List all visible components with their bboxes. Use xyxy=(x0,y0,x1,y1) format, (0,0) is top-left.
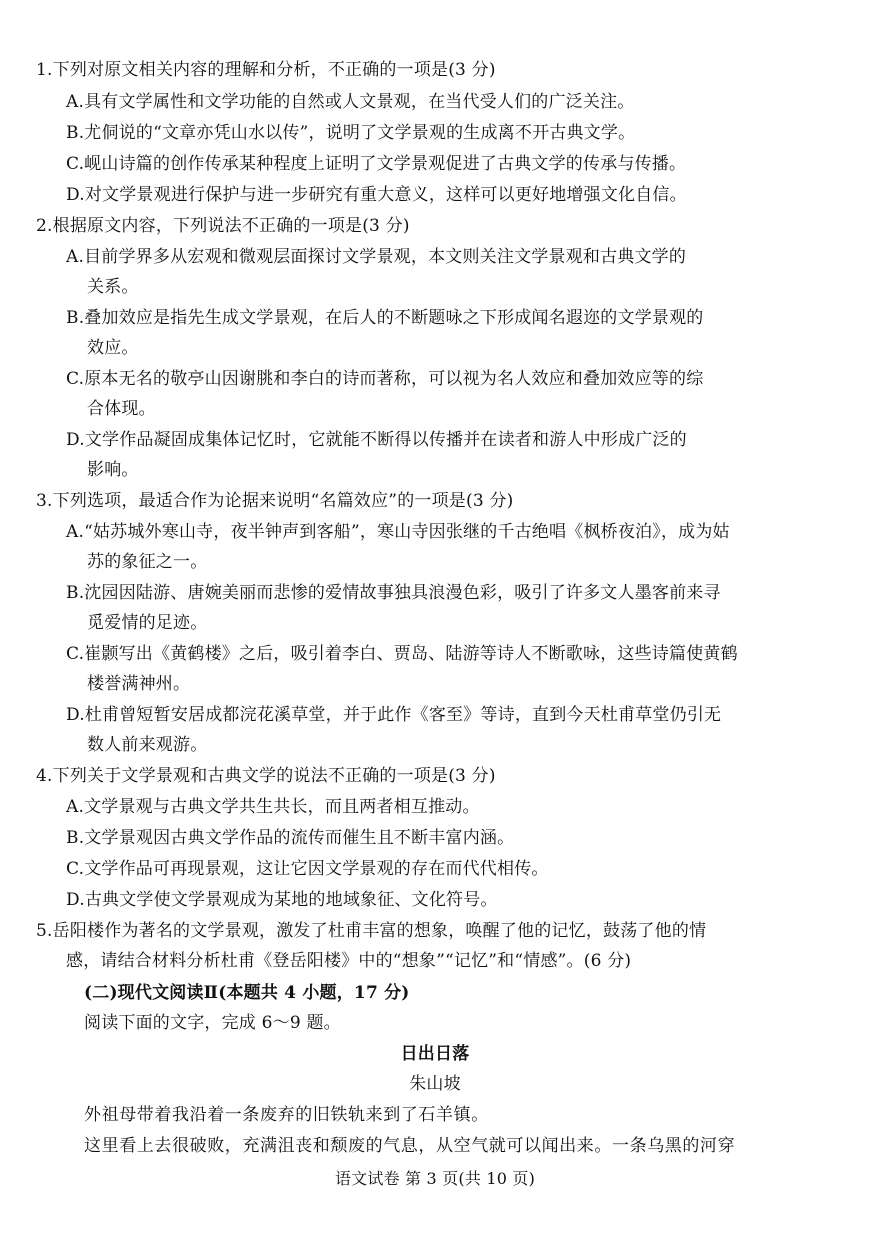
passage-line-2: 这里看上去很破败，充满沮丧和颓废的气息，从空气就可以闻出来。一条乌黑的河穿 xyxy=(84,1136,736,1156)
question-2-option-b: B.叠加效应是指先生成文学景观，在后人的不断题咏之下形成闻名遐迩的文学景观的 xyxy=(66,308,704,328)
question-2-option-d: D.文学作品凝固成集体记忆时，它就能不断得以传播并在读者和游人中形成广泛的 xyxy=(66,430,687,450)
question-3-option-b: B.沈园因陆游、唐婉美丽而悲惨的爱情故事独具浪漫色彩，吸引了许多文人墨客前来寻 xyxy=(66,583,721,603)
question-5-stem-cont: 感，请结合材料分析杜甫《登岳阳楼》中的“想象”“记忆”和“情感”。(6 分) xyxy=(66,951,632,971)
question-2-option-c: C.原本无名的敬亭山因谢朓和李白的诗而著称，可以视为名人效应和叠加效应等的综 xyxy=(66,369,704,389)
question-2-stem: 2.根据原文内容，下列说法不正确的一项是(3 分) xyxy=(36,216,410,236)
question-1-option-b: B.尤侗说的“文章亦凭山水以传”，说明了文学景观的生成离不开古典文学。 xyxy=(66,123,636,143)
question-1-option-a: A.具有文学属性和文学功能的自然或人文景观，在当代受人们的广泛关注。 xyxy=(66,92,635,112)
passage-author: 朱山坡 xyxy=(409,1074,461,1094)
question-3-option-a-cont: 苏的象征之一。 xyxy=(87,552,208,572)
question-4-option-c: C.文学作品可再现景观，这让它因文学景观的存在而代代相传。 xyxy=(66,859,549,879)
question-1-option-c: C.岘山诗篇的创作传承某种程度上证明了文学景观促进了古典文学的传承与传播。 xyxy=(66,154,687,174)
question-2-option-a: A.目前学界多从宏观和微观层面探讨文学景观，本文则关注文学景观和古典文学的 xyxy=(66,247,687,267)
question-4-option-b: B.文学景观因古典文学作品的流传而催生且不断丰富内涵。 xyxy=(66,828,515,848)
question-2-option-a-cont: 关系。 xyxy=(87,277,139,297)
question-3-option-c: C.崔颢写出《黄鹤楼》之后，吸引着李白、贾岛、陆游等诗人不断歌咏，这些诗篇使黄鹤 xyxy=(66,644,738,664)
question-3-option-d: D.杜甫曾短暂安居成都浣花溪草堂，并于此作《客至》等诗，直到今天杜甫草堂仍引无 xyxy=(66,705,722,725)
question-2-option-b-cont: 效应。 xyxy=(87,338,139,358)
question-3-option-b-cont: 觅爱情的足迹。 xyxy=(87,613,208,633)
passage-title: 日出日落 xyxy=(400,1044,470,1064)
question-3-stem: 3.下列选项，最适合作为论据来说明“名篇效应”的一项是(3 分) xyxy=(36,491,514,511)
section-instruction: 阅读下面的文字，完成 6～9 题。 xyxy=(84,1013,341,1033)
section-heading: (二)现代文阅读Ⅱ(本题共 4 小题，17 分) xyxy=(84,983,410,1003)
question-4-stem: 4.下列关于文学景观和古典文学的说法不正确的一项是(3 分) xyxy=(36,766,496,786)
question-3-option-a: A.“姑苏城外寒山寺，夜半钟声到客船”，寒山寺因张继的千古绝唱《枫桥夜泊》，成为姑 xyxy=(66,522,730,542)
question-2-option-c-cont: 合体现。 xyxy=(87,399,156,419)
question-1-stem: 1.下列对原文相关内容的理解和分析，不正确的一项是(3 分) xyxy=(36,60,496,80)
page-footer: 语文试卷 第 3 页(共 10 页) xyxy=(334,1169,536,1188)
question-5-stem: 5.岳阳楼作为著名的文学景观，激发了杜甫丰富的想象，唤醒了他的记忆，鼓荡了他的情 xyxy=(36,921,707,941)
question-3-option-d-cont: 数人前来观游。 xyxy=(87,735,208,755)
question-4-option-d: D.古典文学使文学景观成为某地的地域象征、文化符号。 xyxy=(66,890,498,910)
passage-line-1: 外祖母带着我沿着一条废弃的旧铁轨来到了石羊镇。 xyxy=(84,1105,489,1125)
question-4-option-a: A.文学景观与古典文学共生共长，而且两者相互推动。 xyxy=(66,797,480,817)
question-2-option-d-cont: 影响。 xyxy=(87,460,139,480)
question-3-option-c-cont: 楼誉满神州。 xyxy=(87,674,191,694)
question-1-option-d: D.对文学景观进行保护与进一步研究有重大意义，这样可以更好地增强文化自信。 xyxy=(66,185,687,205)
